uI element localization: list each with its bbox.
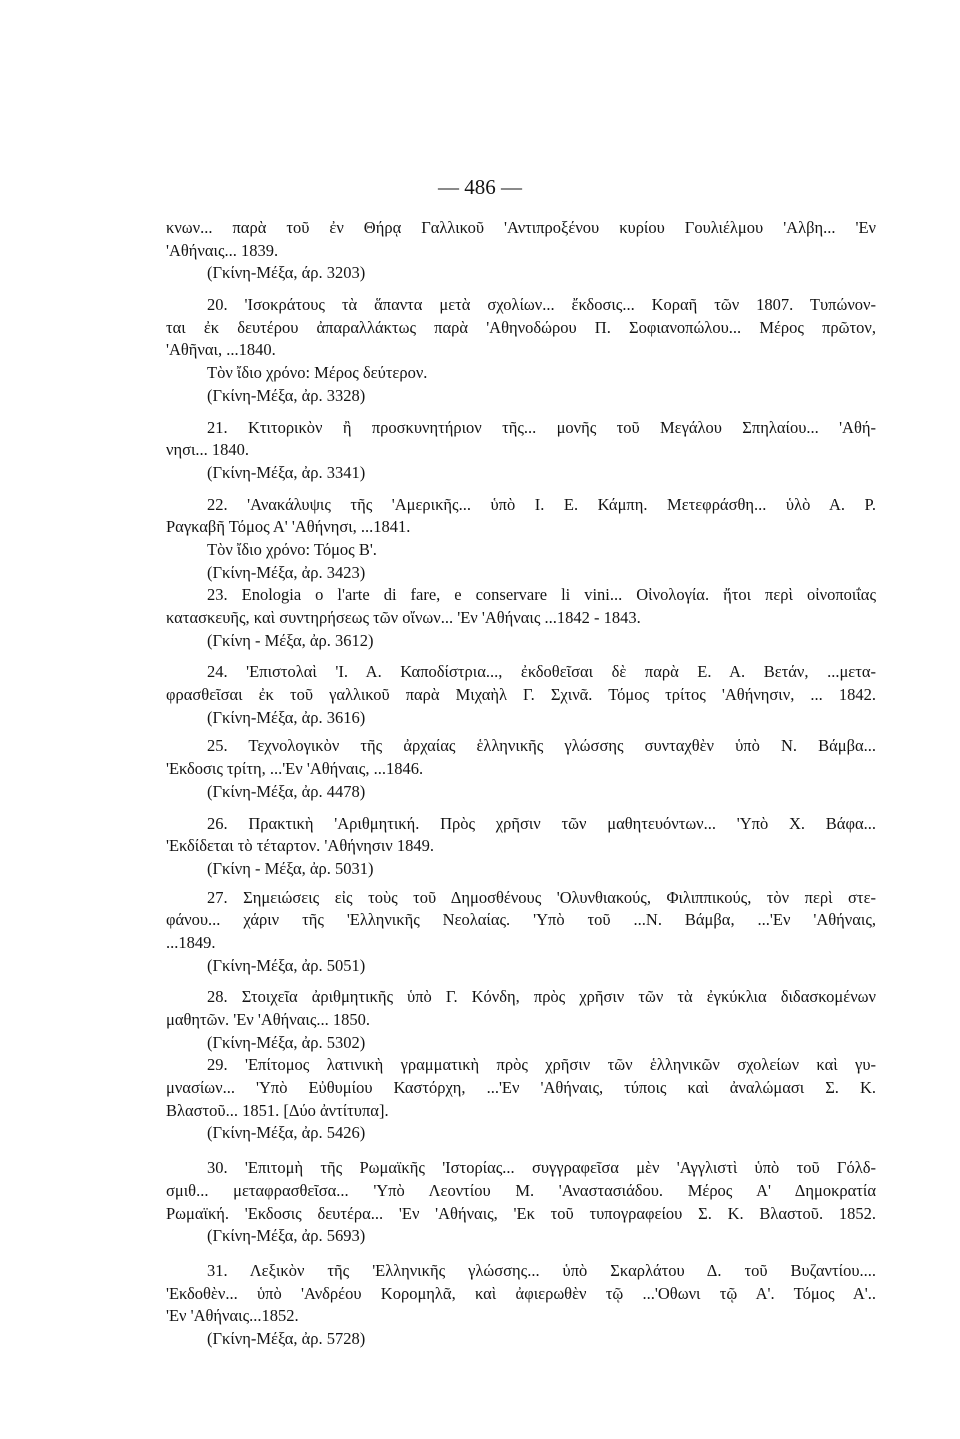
text-line: Ρωμαϊκή. 'Εκδοσις δευτέρα... 'Εν 'Αθήναις, 'Εκ τοῦ τυπογραφείου Σ. Κ. Βλαστοῦ. 1852. (166, 1203, 876, 1223)
text-line: μαθητῶν. 'Εν 'Αθήναις... 1850. (166, 1010, 370, 1029)
catalogue-reference: (Γκίνη - Μέξα, ἀρ. 5031) (207, 858, 374, 878)
text-line: Τὸν ἴδιο χρόνο: Μέρος δεύτερον. (207, 363, 428, 383)
catalogue-reference: (Γκίνη-Μέξα, ἀρ. 3341) (207, 462, 366, 482)
catalogue-reference: (Γκίνη-Μέξα, ἀρ. 5051) (207, 955, 366, 975)
text-line: μνασίων... 'Υπὸ Εὐθυμίου Καστόρχη, ...'Εν 'Αθήναις, τύποις καὶ ἀναλώμασι Σ. Κ. (166, 1078, 876, 1098)
entry-spacer (166, 1248, 876, 1260)
catalogue-reference: (Γκίνη-Μέξα, άρ. 3203) (207, 263, 366, 283)
text-line: 'Εν 'Αθήναις...1852. (166, 1306, 299, 1326)
entry-title-line: 25. Τεχνολογικὸν τῆς ἀρχαίας ἑλληνικῆς γλώσσης συνταχθὲν ὑπὸ Ν. Βάμβα... (207, 736, 876, 756)
text-line: φρασθεῖσαι ἐκ τοῦ γαλλικοῦ παρὰ Μιχαὴλ Γ. Σχινᾶ. Τόμος τρίτος 'Αθήνησιν, ... 1842. (166, 685, 876, 705)
entry-spacer (166, 1145, 876, 1157)
entry-spacer (166, 485, 876, 494)
text-line: ται ἐκ δευτέρου ἀπαραλλάκτως παρὰ 'Αθηνοδώρου Π. Σοφιανοπώλου... Μέρος πρῶτον, (166, 317, 876, 337)
text-line: Τὸν ἴδιο χρόνο: Τόμος Β'. (207, 539, 377, 559)
entry-title-line: 27. Σημειώσεις εἰς τοὺς τοῦ Δημοσθένους 'Ολυνθιακούς, Φιλιππικούς, τὸν περὶ στε- (207, 887, 876, 907)
text-line: Ραγκαβῆ Τόμος Α' 'Αθήνησι, ...1841. (166, 517, 411, 537)
entry-title-line: 26. Πρακτικὴ 'Αριθμητική. Πρὸς χρῆσιν τῶν μαθητευόντων... 'Υπὸ Χ. Βάφα... (207, 813, 876, 833)
catalogue-reference: (Γκίνη-Μέξα, ἀρ. 3616) (207, 707, 366, 727)
catalogue-reference: (Γκίνη-Μέξα, ἀρ. 5693) (207, 1226, 366, 1246)
entry-title-line: 29. 'Επίτομος λατινικὴ γραμματικὴ πρὸς χρῆσιν τῶν ἑλληνικῶν σχολείων καὶ γυ- (207, 1055, 876, 1075)
bibliography-text (166, 217, 876, 1351)
catalogue-reference: (Γκίνη-Μέξα, ἀρ. 4478) (207, 781, 366, 801)
catalogue-reference: (Γκίνη-Μέξα, ἀρ. 3328) (207, 385, 366, 405)
entry-title-line: 21. Κτιτορικὸν ἢ προσκυνητήριον τῆς... μονῆς τοῦ Μεγάλου Σπηλαίου... 'Αθή- (207, 417, 876, 437)
text-line: νησι... 1840. (166, 440, 250, 460)
entry-spacer (166, 804, 876, 813)
catalogue-reference: (Γκίνη-Μέξα, ἀρ. 5302) (207, 1032, 366, 1052)
text-line: σμιθ... μεταφρασθεῖσα... 'Υπὸ Λεοντίου Μ. 'Αναστασιάδου. Μέρος Α' Δημοκρατία (166, 1180, 876, 1200)
entry-spacer (166, 652, 876, 661)
text-line: φάνου... χάριν τῆς 'Ελληνικῆς Νεολαίας. 'Υπὸ τοῦ ...Ν. Βάμβα, ...'Εν 'Αθήναις, (166, 910, 876, 930)
entry-title-line: 22. 'Ανακάλυψις τῆς 'Αμερικῆς... ὑπὸ Ι. Ε. Κάμπη. Μετεφράσθη... ὑλὸ Α. Ρ. (207, 494, 876, 514)
entry-title-line: 30. 'Επιτομὴ τῆς Ρωμαϊκῆς 'Ιστορίας... συγγραφεῖσα μὲν 'Αγγλιστὶ ὑπὸ τοῦ Γόλδ- (207, 1158, 876, 1178)
page-number: — 486 — (438, 175, 522, 199)
entry-spacer (166, 285, 876, 294)
text-line: ...1849. (166, 932, 216, 952)
entry-title-line: 20. 'Ισοκράτους τὰ ἅπαντα μετὰ σχολίων... ἔκδοσις... Κοραῆ τῶν 1807. Τυπώνον- (207, 295, 876, 315)
entry-spacer (166, 977, 876, 986)
catalogue-reference: (Γκίνη-Μέξα, ἀρ. 5426) (207, 1123, 366, 1143)
catalogue-reference: (Γκίνη-Μέξα, ἀρ. 3423) (207, 562, 366, 582)
text-line: κατασκευῆς, καὶ συντηρήσεως τῶν οἴνων... 'Εν 'Αθήναις ...1842 - 1843. (166, 608, 641, 627)
text-line: 'Εκδοσις τρίτη, ...'Εν 'Αθήναις, ...1846. (166, 759, 424, 779)
text-line: 'Εκδίδεται τὸ τέταρτον. 'Αθήνησιν 1849. (166, 836, 434, 856)
entry-spacer (166, 408, 876, 417)
text-line: 'Αθῆναι, ...1840. (166, 340, 276, 360)
text-line: κνων... παρὰ τοῦ ἐν Θήρᾳ Γαλλικοῦ 'Αντιπροξένου κυρίου Γουλιέλμου 'Αλβη... 'Εν (166, 218, 876, 237)
text-line: 'Αθήναις... 1839. (166, 240, 279, 260)
catalogue-reference: (Γκίνη - Μέξα, ἀρ. 3612) (207, 630, 374, 650)
entry-title-line: 31. Λεξικὸν τῆς 'Ελληνικῆς γλώσσης... ὑπὸ Σκαρλάτου Δ. τοῦ Βυζαντίου.... (207, 1260, 876, 1280)
text-line: Βλαστοῦ... 1851. [Δύο ἀντίτυπα]. (166, 1100, 389, 1120)
text-line: 'Εκδοθὲν... ὑπὸ 'Ανδρέου Κορομηλᾶ, καὶ ἀφιερωθὲν τῷ ...'Οθωνι τῷ Α'. Τόμος Α'.. (166, 1283, 876, 1303)
entry-title-line: 28. Στοιχεῖα ἀριθμητικῆς ὑπὸ Γ. Κόνδη, πρὸς χρῆσιν τῶν τὰ ἐγκύκλια διδασκομένων (207, 987, 876, 1007)
entry-title-line: 23. Enologia o l'arte di fare, e conservare li vini... Οἰνολογία. ἤτοι περὶ οἰνοποιΐας (207, 585, 876, 605)
catalogue-reference: (Γκίνη-Μέξα, ἀρ. 5728) (207, 1328, 366, 1348)
entry-title-line: 24. 'Επιστολαὶ 'Ι. Α. Καποδίστρια..., ἐκδοθεῖσαι δὲ παρὰ Ε. Α. Βετάν, ...μετα- (207, 662, 876, 682)
